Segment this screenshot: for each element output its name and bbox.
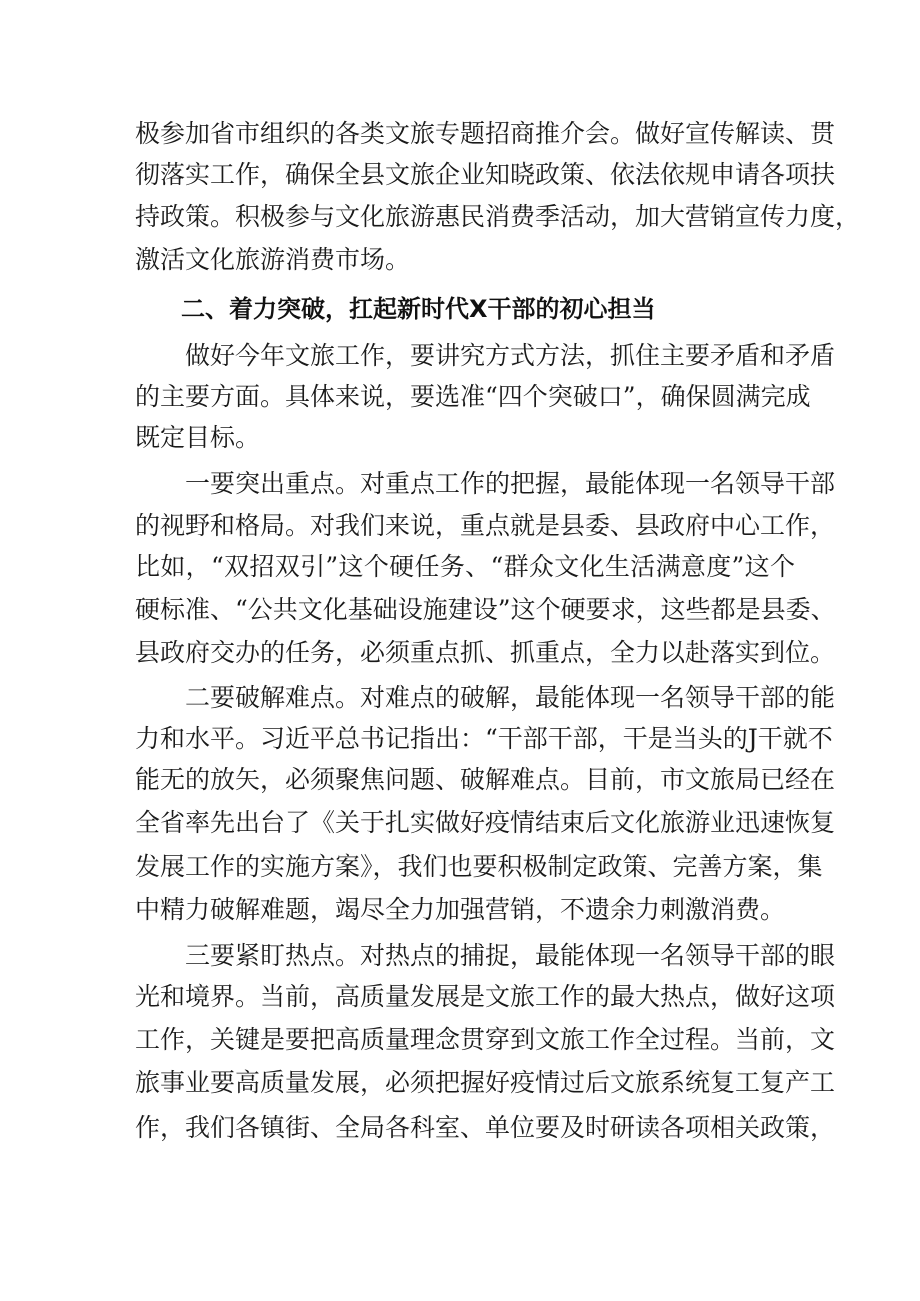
- body-text-line: 工作，关键是要把高质量理念贯穿到文旅工作全过程。当前，文: [135, 1025, 836, 1054]
- body-text-line: 的视野和格局。对我们来说，重点就是县委、县政府中心工作，: [135, 511, 836, 540]
- body-text-line: 既定目标。: [135, 423, 261, 452]
- body-text-line: 持政策。积极参与文化旅游惠民消费季活动，加大营销宣传力度，: [135, 202, 861, 231]
- body-text-line: 的主要方面。具体来说，要选准“四个突破口”，确保圆满完成: [135, 382, 811, 411]
- section-heading: 二、着力突破，扛起新时代X干部的初心担当: [181, 295, 656, 323]
- paragraph-first-line: 三要紧盯热点。对热点的捕捉，最能体现一名领导干部的眼: [185, 941, 836, 970]
- body-text-line: 县政府交办的任务，必须重点抓、抓重点，全力以赴落实到位。: [135, 638, 836, 667]
- body-text-line: 全省率先出台了《关于扎实做好疫情结束后文化旅游业迅速恢复: [135, 808, 836, 837]
- paragraph-first-line: 一要突出重点。对重点工作的把握，最能体现一名领导干部: [185, 469, 836, 498]
- body-text-line: 硬标准、“公共文化基础设施建设”这个硬要求，这些都是县委、: [135, 595, 836, 624]
- paragraph-first-line: 做好今年文旅工作，要讲究方式方法，抓住主要矛盾和矛盾: [185, 341, 836, 370]
- body-text-line: 发展工作的实施方案》，我们也要积极制定政策、完善方案，集: [135, 852, 823, 881]
- body-text-line: 旅事业要高质量发展，必须把握好疫情过后文旅系统复工复产工: [135, 1068, 836, 1097]
- body-text-line: 极参加省市组织的各类文旅专题招商推介会。做好宣传解读、贯: [135, 119, 836, 148]
- body-text-line: 光和境界。当前，高质量发展是文旅工作的最大热点，做好这项: [135, 982, 836, 1011]
- body-text-line: 中精力破解难题，竭尽全力加强营销，不遗余力刺激消费。: [135, 895, 786, 924]
- body-text-line: 作，我们各镇街、全局各科室、单位要及时研读各项相关政策，: [135, 1113, 836, 1142]
- paragraph-first-line: 二要破解难点。对难点的破解，最能体现一名领导干部的能: [185, 683, 836, 712]
- body-text-line: 彻落实工作，确保全县文旅企业知晓政策、依法依规申请各项扶: [135, 160, 836, 189]
- body-text-line: 激活文化旅游消费市场。: [135, 245, 411, 274]
- body-text-line: 能无的放矢，必须聚焦问题、破解难点。目前，市文旅局已经在: [135, 765, 836, 794]
- body-text-line: 比如，“双招双引”这个硬任务、“群众文化生活满意度”这个: [135, 552, 795, 581]
- body-text-line: 力和水平。习近平总书记指出：“干部干部，干是当头的J干就不: [135, 724, 833, 753]
